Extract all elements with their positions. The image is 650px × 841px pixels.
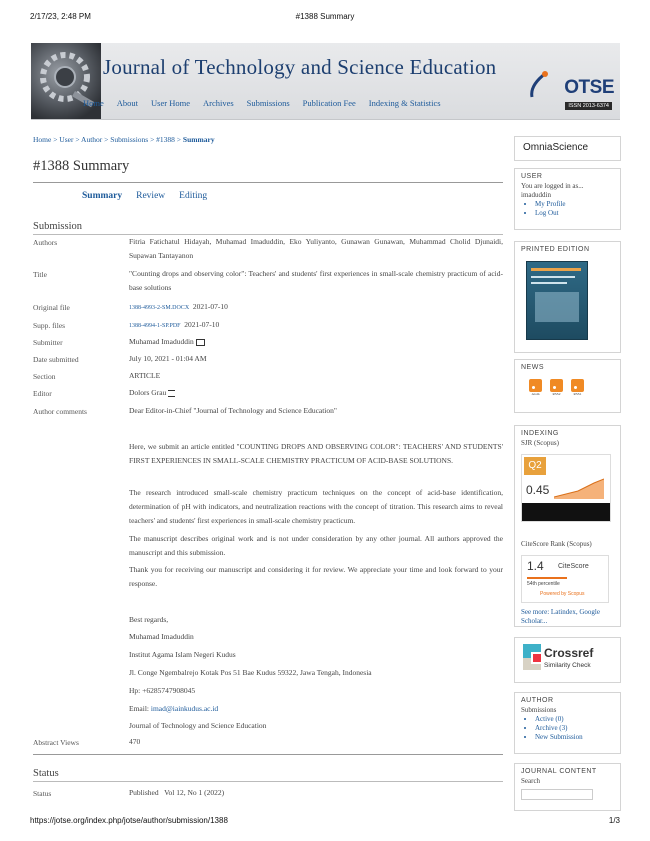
omniascience-block xyxy=(514,136,621,161)
author-email-link[interactable]: imad@iainkudus.ac.id xyxy=(150,704,219,713)
user-block-title: USER xyxy=(521,173,543,180)
date-submitted-value: July 10, 2021 - 01:04 AM xyxy=(129,354,207,363)
comment-line: Dear Editor-in-Chief "Journal of Technology and Science Education" xyxy=(129,406,337,415)
section-value: ARTICLE xyxy=(129,371,161,380)
nav-archives[interactable]: Archives xyxy=(202,98,234,108)
news-block xyxy=(514,359,621,413)
active-submissions-link[interactable]: • Active (0) xyxy=(535,715,614,724)
journal-banner xyxy=(31,43,620,120)
atom-feed-icon[interactable] xyxy=(529,379,542,396)
comment-line: Journal of Technology and Science Education xyxy=(129,721,267,730)
supp-file-date: 2021-07-10 xyxy=(184,320,220,329)
printed-edition-title: PRINTED EDITION xyxy=(521,246,590,253)
nav-indexing[interactable]: Indexing & Statistics xyxy=(368,98,441,108)
main-nav xyxy=(83,98,454,108)
comment-paragraph: Thank you for receiving our manuscript and considering it for review. We appreciate your time and look forward to your response. xyxy=(129,565,503,588)
author-block xyxy=(514,692,621,754)
citescore-label: CiteScore Rank (Scopus) xyxy=(521,540,592,548)
author-block-title: AUTHOR xyxy=(521,697,554,704)
sjr-widget[interactable] xyxy=(521,454,611,522)
submitter-row xyxy=(129,335,503,349)
nav-submissions[interactable]: Submissions xyxy=(246,98,290,108)
printed-edition-cover[interactable] xyxy=(526,261,588,340)
submitter-label: Submitter xyxy=(33,338,63,347)
page-title: #1388 Summary xyxy=(33,158,130,174)
omniascience-logo[interactable]: OmniaScience xyxy=(523,142,589,153)
log-out-link[interactable]: • Log Out xyxy=(535,209,614,218)
authors-value: Fitria Fatichatul Hidayah, Muhamad Imaduddin, Eko Yuliyanto, Gunawan Gunawan, Muhammad Cholid Djunaidi, Supawan Tantayanon xyxy=(129,237,503,260)
see-more-indexing-link[interactable]: See more: Latindex, Google Scholar... xyxy=(521,608,600,625)
archive-submissions-link[interactable]: • Archive (3) xyxy=(535,724,614,733)
logo-swirl-icon xyxy=(528,69,550,99)
comment-paragraph: The manuscript describes original work and is not under consideration by any other journal. All authors approved the manuscript and this submission. xyxy=(129,534,503,557)
supp-files-row xyxy=(129,318,503,333)
authors-label: Authors xyxy=(33,238,58,247)
submission-heading: Submission xyxy=(33,221,83,232)
citescore-powered: Powered by Scopus xyxy=(540,591,585,597)
citescore-text: CiteScore xyxy=(558,563,589,570)
section-label: Section xyxy=(33,372,56,381)
crossref-subtitle: Similarity Check xyxy=(544,662,591,669)
comment-line: Hp: +6285747908045 xyxy=(129,686,196,695)
my-profile-link[interactable]: • My Profile xyxy=(535,200,614,209)
abstract-views-label: Abstract Views xyxy=(33,738,79,747)
original-file-link[interactable]: 1388-4993-2-SM.DOCX xyxy=(129,305,190,311)
original-file-label: Original file xyxy=(33,303,70,312)
printed-edition-block xyxy=(514,241,621,353)
section-divider xyxy=(33,781,503,782)
rss1-feed-label: RSS1 xyxy=(573,392,582,396)
indexing-title: INDEXING xyxy=(521,430,559,437)
nav-about[interactable]: About xyxy=(116,98,139,108)
comment-line: Muhamad Imaduddin xyxy=(129,632,194,641)
status-label: Status xyxy=(33,789,52,798)
sjr-quartile-badge: Q2 xyxy=(524,457,546,475)
original-file-row xyxy=(129,300,503,315)
title-divider xyxy=(33,182,503,183)
comment-email-line xyxy=(129,702,503,716)
comment-line: Best regards, xyxy=(129,615,169,624)
nav-user-home[interactable]: User Home xyxy=(151,98,190,108)
submission-tabs xyxy=(82,191,221,201)
citescore-value: 1.4 xyxy=(527,559,544,573)
breadcrumb xyxy=(33,135,215,144)
abstract-views-value: 470 xyxy=(129,737,141,746)
editor-label: Editor xyxy=(33,389,52,398)
atom-feed-label: Atom xyxy=(531,392,540,396)
breadcrumb-current[interactable]: Summary xyxy=(182,135,215,144)
print-url: https://jotse.org/index.php/jotse/author/submission/1388 xyxy=(30,816,228,825)
section-divider xyxy=(33,754,503,755)
sjr-value: 0.45 xyxy=(526,483,550,497)
print-datetime: 2/17/23, 2:48 PM xyxy=(30,12,91,21)
nav-publication-fee[interactable]: Publication Fee xyxy=(302,98,356,108)
crossref-icon xyxy=(523,644,541,670)
citescore-widget[interactable] xyxy=(521,555,609,603)
logged-in-text: You are logged in as... imaduddin xyxy=(521,182,584,199)
indexing-block xyxy=(514,425,621,627)
comment-paragraph: Here, we submit an article entitled "COUNTING DROPS AND OBSERVING COLOR": TEACHERS' AND STUDENTS' FIRST EXPERIENCES IN SMALL-SCALE CHEMISTRY PRACTICUM OF ACID-BASE SOLUTIONS. xyxy=(129,442,503,465)
comment-paragraph: The research introduced small-scale chemistry practicum techniques on the concept of acid-base identification, determination of pH with indicators, and neutralization reactions with the concept of titration. This research aims to reveal teachers' and students' first experiences in small-scale chemistry practicum. xyxy=(129,488,503,525)
author-submissions-label: Submissions xyxy=(521,706,557,714)
crossref-block[interactable] xyxy=(514,637,621,683)
nav-home[interactable]: Home xyxy=(83,98,104,108)
supp-files-label: Supp. files xyxy=(33,321,66,330)
user-block xyxy=(514,168,621,230)
editor-value: Dolors Grau xyxy=(129,388,167,397)
title-label: Title xyxy=(33,270,47,279)
original-file-date: 2021-07-10 xyxy=(192,302,228,311)
email-icon[interactable] xyxy=(196,339,205,346)
email-prefix: Email: xyxy=(129,704,151,713)
citescore-percentile: 54th percentile xyxy=(527,581,560,587)
comment-line: Institut Agama Islam Negeri Kudus xyxy=(129,650,236,659)
journal-content-block xyxy=(514,763,621,811)
sjr-label: SJR (Scopus) xyxy=(521,439,559,447)
issn-label: ISSN 2013-6374 xyxy=(565,102,612,110)
print-doc-title: #1388 Summary xyxy=(295,12,355,21)
new-submission-link[interactable]: • New Submission xyxy=(535,733,614,742)
rss2-feed-icon[interactable] xyxy=(550,379,563,396)
comment-line: Jl. Conge Ngembalrejo Kotak Pos 51 Bae Kudus 59322, Jawa Tengah, Indonesia xyxy=(129,668,372,677)
date-submitted-label: Date submitted xyxy=(33,355,79,364)
rss1-feed-icon[interactable] xyxy=(571,379,584,396)
status-heading: Status xyxy=(33,768,59,779)
email-icon[interactable] xyxy=(168,390,175,397)
author-comments-label: Author comments xyxy=(33,407,87,416)
tab-review[interactable]: Review xyxy=(136,191,166,201)
journal-title[interactable]: Journal of Technology and Science Education xyxy=(103,55,497,79)
tab-editing[interactable]: Editing xyxy=(179,191,208,201)
search-input[interactable] xyxy=(521,789,593,800)
title-value: "Counting drops and observing color": Teachers' and students' first experiences in small-scale chemistry practicum of acid-base solutions xyxy=(129,269,503,292)
print-page-number: 1/3 xyxy=(608,816,620,825)
editor-row xyxy=(129,386,503,400)
news-title: NEWS xyxy=(521,364,544,371)
tab-summary[interactable]: Summary xyxy=(82,191,123,201)
crossref-logo xyxy=(523,644,541,675)
sjr-trend-chart xyxy=(554,477,604,499)
journal-content-title: JOURNAL CONTENT xyxy=(521,768,597,775)
journal-logo: OTSE xyxy=(564,77,614,98)
supp-file-link[interactable]: 1388-4994-1-SP.PDF xyxy=(129,323,181,329)
breadcrumb-path[interactable]: Home > User > Author > Submissions > #1388 > xyxy=(33,135,182,144)
rss2-feed-label: RSS2 xyxy=(552,392,561,396)
search-label: Search xyxy=(521,777,541,785)
crossref-title: Crossref xyxy=(544,646,594,660)
status-value: Published Vol 12, No 1 (2022) xyxy=(129,788,225,797)
submitter-value: Muhamad Imaduddin xyxy=(129,337,194,346)
